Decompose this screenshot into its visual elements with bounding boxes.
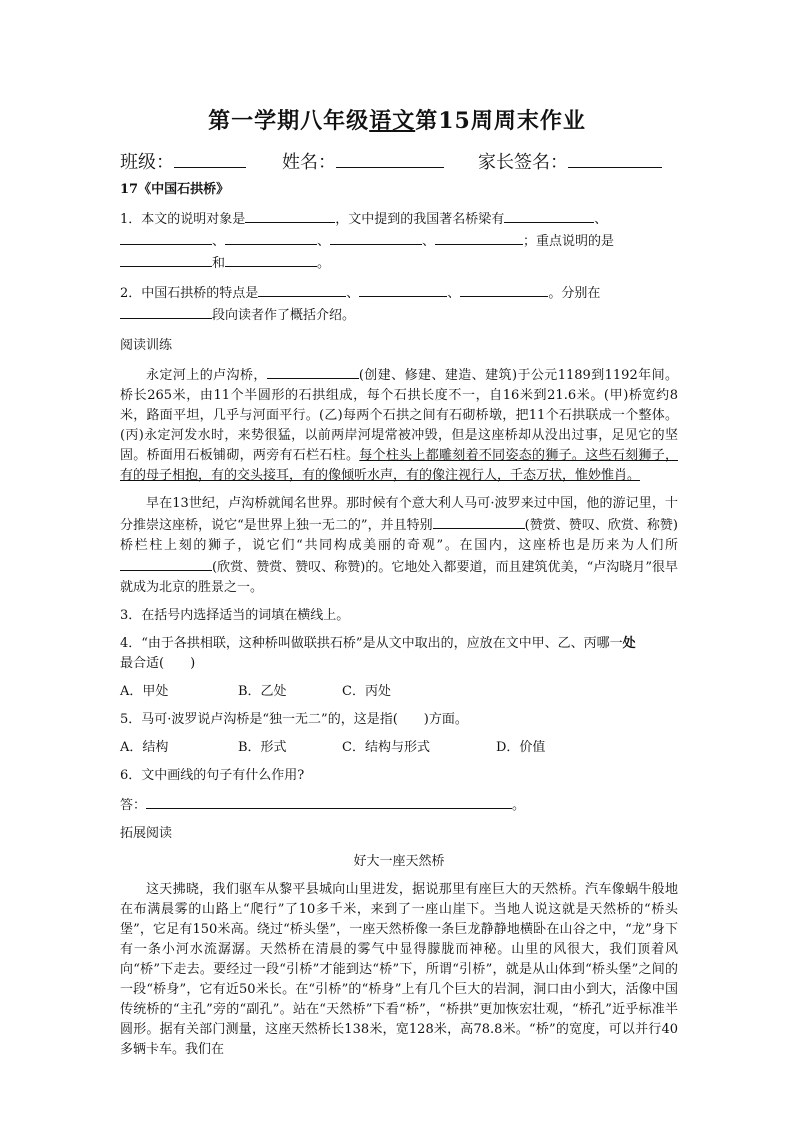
- para1-text: (创建、修建、建造、建筑)于公元1189到1192年间。桥长265米，由11个半圆形的石拱组成，每个石拱长度不一，自16米到21.6米。(甲)桥宽约8米，路面平坦，几乎与河面平行。(乙)每两个石拱之间有石砌桥墩，把11个石拱联成一个整体。(丙)永定河发水时，来势很猛，以前两岸河堤常被冲毁，但是这座桥却从没出过事，足见它的坚固。桥面用石板铺砌，两旁有石栏石柱。: [120, 368, 678, 463]
- question-5: 5．马可·波罗说卢沟桥是“独一无二”的，这是指( )方面。: [120, 712, 468, 727]
- section-heading: 17《中国石拱桥》: [120, 182, 230, 197]
- title-post: 第15周周末作业: [415, 108, 586, 134]
- q1-text: 1．本文的说明对象是: [120, 212, 246, 227]
- name-blank[interactable]: [336, 149, 444, 168]
- q1-blank-bridge[interactable]: [504, 208, 594, 223]
- q6-end: 。: [512, 798, 526, 813]
- extension-reading-label: 拓展阅读: [120, 826, 173, 841]
- q6-answer-line: [120, 794, 678, 816]
- q5-option-d[interactable]: D．价值: [496, 740, 546, 755]
- q2-text: 、: [447, 286, 461, 301]
- q2-blank-feature[interactable]: [359, 282, 447, 297]
- parent-signature-label: 家长签名：: [478, 152, 568, 173]
- question-6: 6．文中画线的句子有什么作用?: [120, 768, 305, 783]
- student-info-header: [120, 148, 680, 176]
- q5-option-b[interactable]: B．形式: [238, 740, 287, 755]
- question-2: [120, 282, 678, 326]
- q1-text: 、: [422, 234, 436, 249]
- q5-option-c[interactable]: C．结构与形式: [342, 740, 430, 755]
- answer-label: 答：: [120, 798, 147, 813]
- question-3: 3．在括号内选择适当的词填在横线上。: [120, 608, 350, 623]
- name-label: 姓名：: [282, 152, 336, 173]
- q6-answer-blank[interactable]: [146, 794, 512, 809]
- reading-label: 阅读训练: [120, 338, 173, 353]
- reading-paragraph-1: [120, 364, 678, 486]
- q1-blank-bridge[interactable]: [225, 230, 317, 245]
- parent-signature-field: [478, 148, 662, 174]
- q5-options: [120, 738, 678, 758]
- para2-blank[interactable]: [433, 514, 525, 529]
- q1-text: 、: [594, 212, 608, 227]
- class-blank[interactable]: [174, 149, 246, 168]
- class-field: [120, 148, 246, 174]
- q4-option-c[interactable]: C．丙处: [342, 684, 391, 699]
- q1-text: 、: [317, 234, 331, 249]
- question-4: [120, 634, 678, 674]
- q5-option-a[interactable]: A．结构: [120, 740, 169, 755]
- para1-text: 永定河上的卢沟桥，: [146, 368, 267, 383]
- parent-signature-blank[interactable]: [568, 149, 662, 168]
- q2-blank-feature[interactable]: [258, 282, 346, 297]
- q2-text: 2．中国石拱桥的特点是: [120, 286, 259, 301]
- para2-blank[interactable]: [120, 556, 212, 571]
- worksheet-content: [120, 180, 678, 1060]
- q1-text: ；重点说明的是: [523, 234, 615, 249]
- q2-text: 。分别在: [548, 286, 601, 301]
- q1-text: 和: [212, 256, 226, 271]
- q1-blank-bridge[interactable]: [435, 230, 523, 245]
- q1-text: 。: [317, 256, 331, 271]
- question-1: [120, 208, 678, 274]
- q4-options: [120, 682, 678, 702]
- title-underlined: 语文: [369, 108, 416, 134]
- underlined-sentence: 每个柱头上都雕刻着不同姿态的狮子。这些石刻狮子，有的母子相抱，有的交头接耳，有的像倾听水声，有的像注视行人，千态万状，惟妙惟肖。: [120, 448, 678, 483]
- extension-title: 好大一座天然桥: [353, 854, 445, 869]
- q4-option-b[interactable]: B．乙处: [238, 684, 287, 699]
- q1-blank-object[interactable]: [245, 208, 335, 223]
- page-title: [0, 104, 794, 135]
- q4-bold-text: 处: [622, 636, 636, 651]
- q2-text: 、: [346, 286, 360, 301]
- q1-blank-focus[interactable]: [225, 252, 317, 267]
- q4-text: 最合适( ): [120, 656, 196, 671]
- reading-paragraph-2: [120, 494, 678, 598]
- title-pre: 第一学期八年级: [208, 108, 370, 134]
- para1-blank[interactable]: [267, 364, 359, 379]
- class-label: 班级：: [120, 152, 174, 173]
- q4-text: 4．“由于各拱相联，这种桥叫做联拱石桥”是从文中取出的，应放在文中甲、乙、丙哪一: [120, 636, 623, 651]
- name-field: [282, 148, 444, 174]
- q4-option-a[interactable]: A．甲处: [120, 684, 169, 699]
- para2-text: (赞赏、赞叹、欣赏、称赞)桥栏柱上刻的狮子，说它们“共同构成美丽的奇观”。在国内，这座桥也是历来为人们所: [120, 518, 678, 553]
- q1-blank-bridge[interactable]: [330, 230, 422, 245]
- q2-blank-feature[interactable]: [460, 282, 548, 297]
- q1-text: 、: [212, 234, 226, 249]
- para2-text: 早在13世纪，卢沟桥就闻名世界。那时候有个意大利人马可·波罗来过中国，他的游记里，十分推崇这座桥，说它“是世界上独一无二的”，并且特别: [120, 496, 678, 533]
- q2-blank-paragraph[interactable]: [120, 304, 212, 319]
- q1-text: ，文中提到的我国著名桥梁有: [335, 212, 505, 227]
- para2-text: (欣赏、赞赏、赞叹、称赞)的。它地处入都要道，而且建筑优美，“卢沟晓月”很早就成为北京的胜景之一。: [120, 560, 678, 595]
- extension-paragraph: 这天拂晓，我们驱车从黎平县城向山里进发，据说那里有座巨大的天然桥。汽车像蜗牛般地在布满晨雾的山路上“爬行”了10多千米，来到了一座山崖下。当地人说这就是天然桥的“桥头堡”，它足有150米高。绕过“桥头堡”，一座天然桥像一条巨龙静静地横卧在山谷之中，“龙”身下有一条小河水流潺潺。天然桥在清晨的雾气中显得朦胧而神秘。山里的风很大，我们顶着风向“桥”下走去。要经过一段“引桥”才能到达“桥”下，所谓“引桥”，就是从山体到“桥头堡”之间的一段“桥身”，它有近50米长。在“引桥”的“桥身”上有几个巨大的岩洞，洞口由小到大，活像中国传统桥的“主孔”旁的“副孔”。站在“天然桥”下看“桥”，“桥拱”更加恢宏壮观，“桥孔”近乎标准半圆形。据有关部门测量，这座天然桥长138米，宽128米，高78.8米。“桥”的宽度，可以并行40多辆卡车。我们在: [120, 882, 678, 1057]
- q2-text: 段向读者作了概括介绍。: [212, 308, 356, 323]
- q1-blank-bridge[interactable]: [120, 230, 212, 245]
- q1-blank-focus[interactable]: [120, 252, 212, 267]
